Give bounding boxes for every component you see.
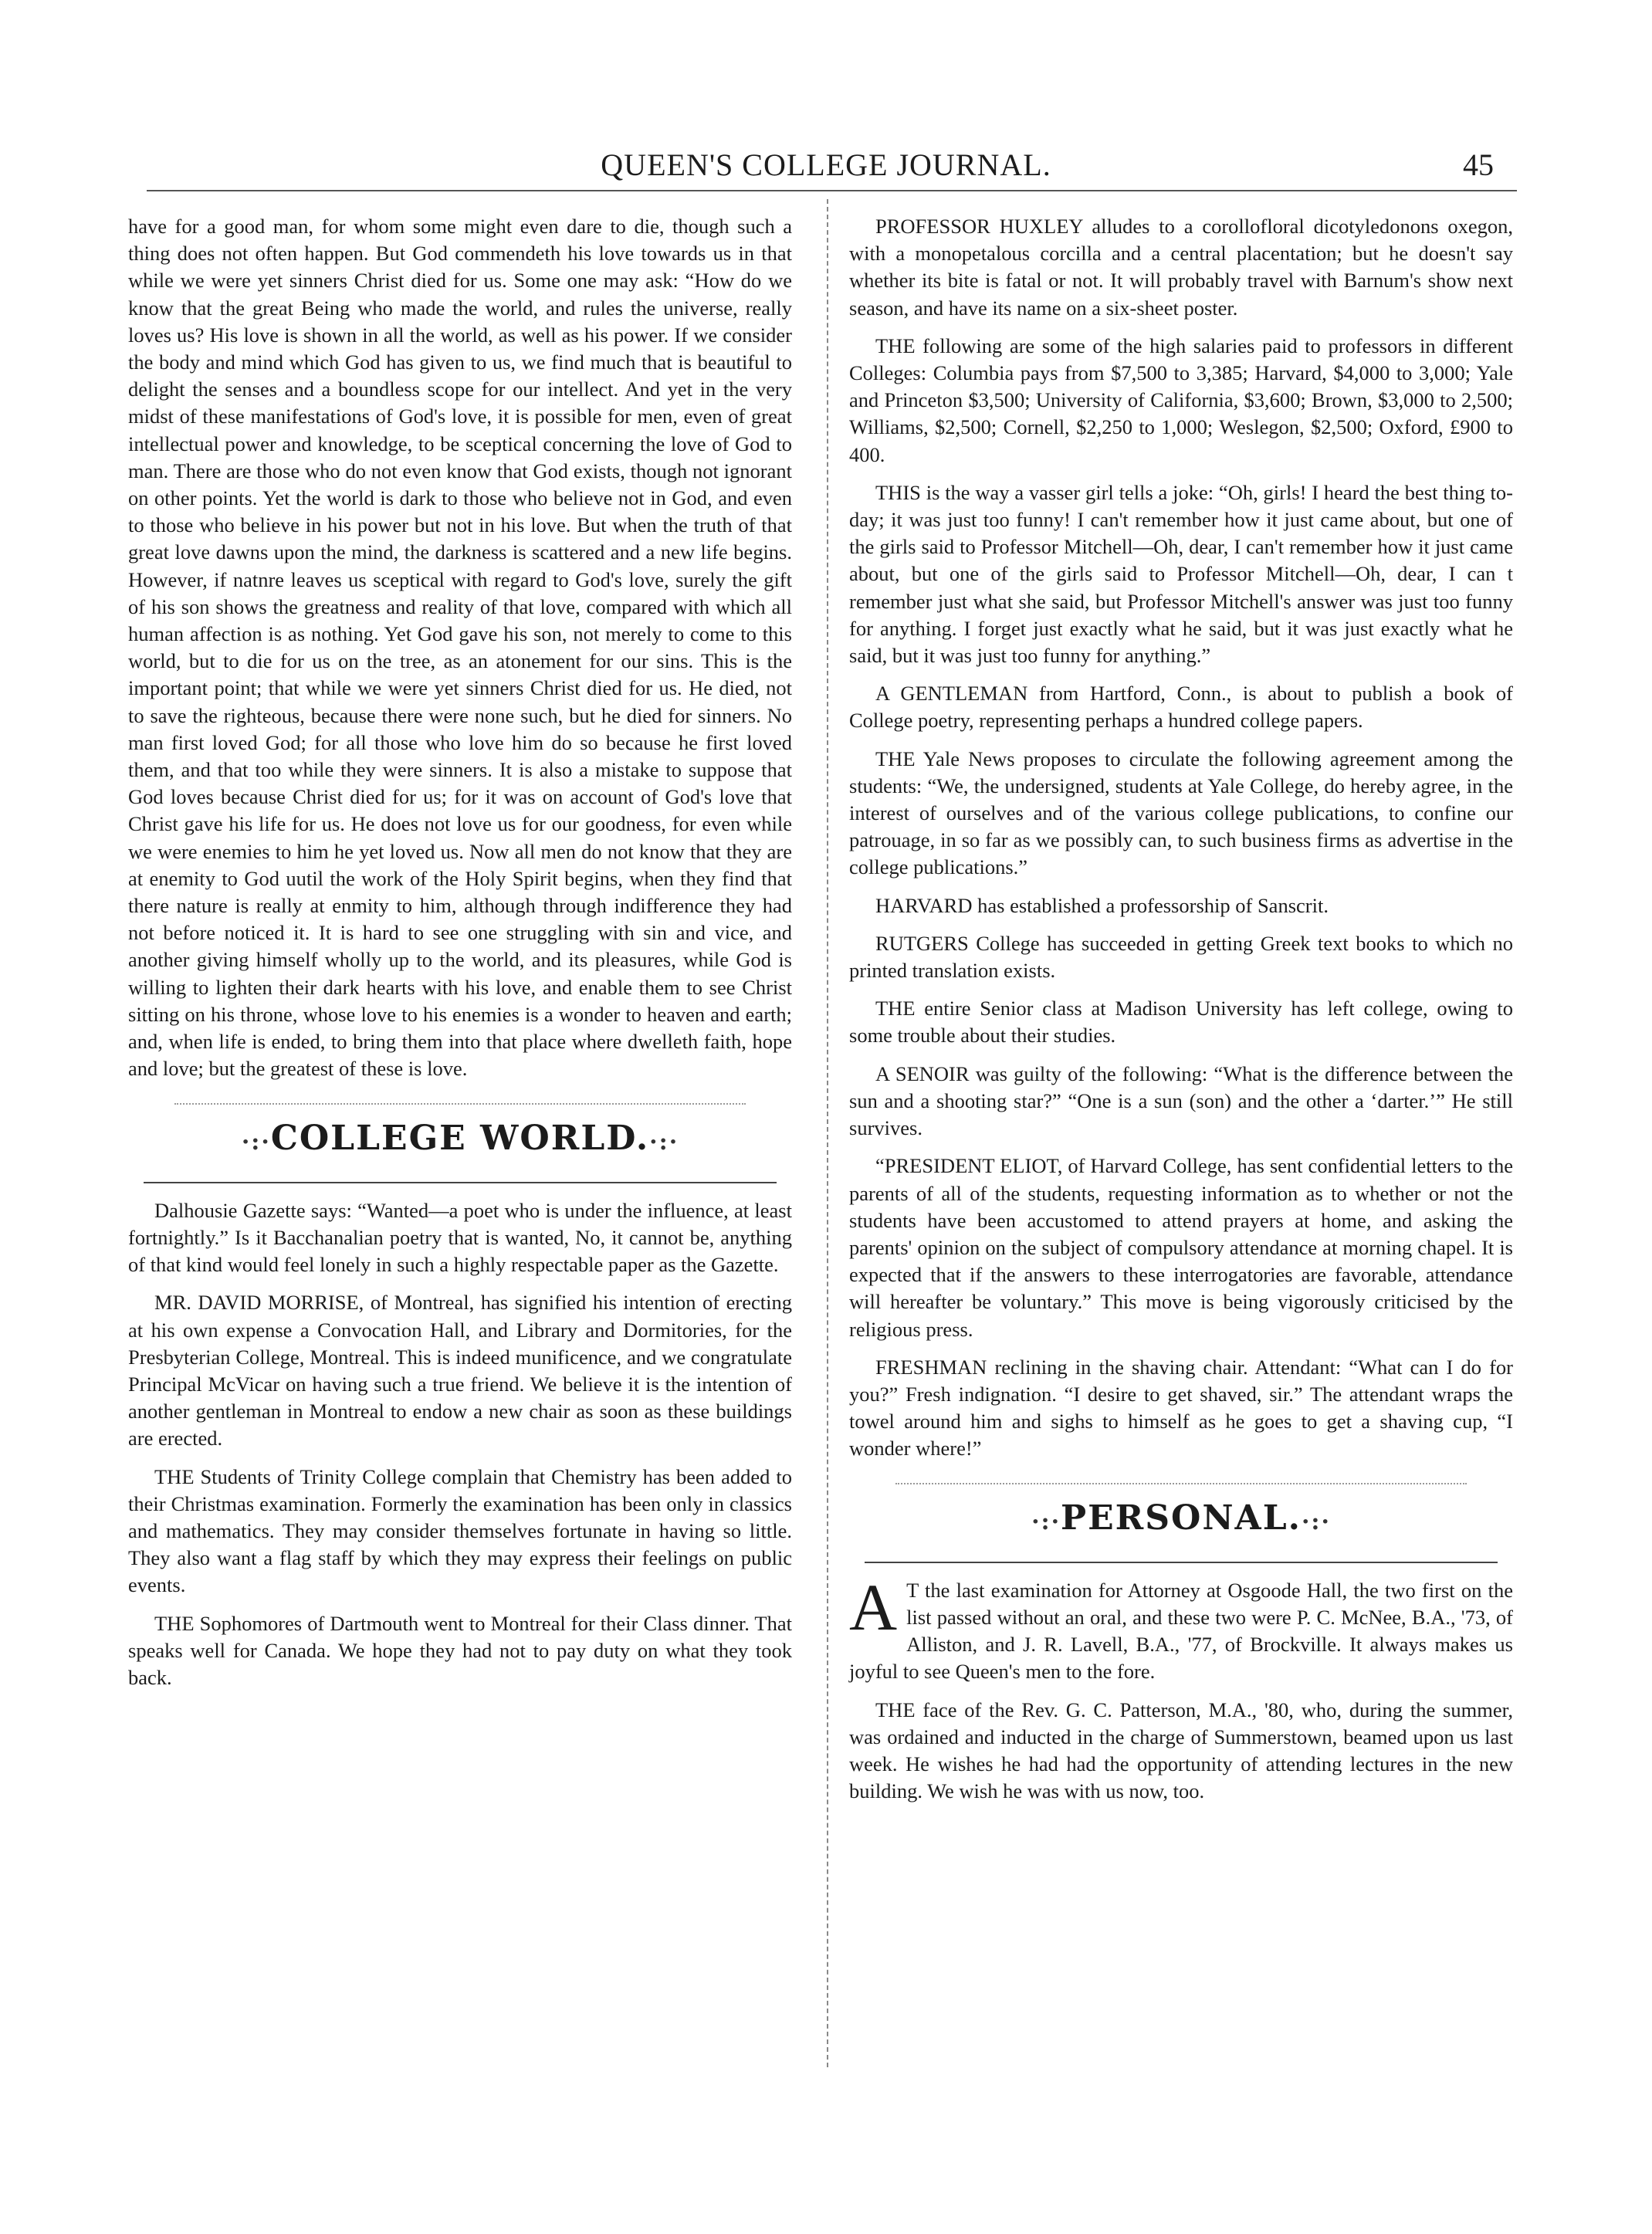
ornament-right-icon: ·:·	[1301, 1508, 1331, 1535]
news-item: Dalhousie Gazette says: “Wanted—a poet who is under the influence, at least fortnightly.” Is it Bacchanalian poetry that is wanted, No, it cannot be, anything of that kind would feel lonely in such a highly respectable paper as the Gazette.	[128, 1198, 792, 1277]
personal-item-text: T the last examination for Attorney at Osgoode Hall, the two first on the list passed without an oral, and these two were P. C. McNee, B.A., '73, of Alliston, and J. R. Lavell, B.A., '77, of Brockville. It always makes us joyful to see Queen's men to the fore.	[849, 1578, 1513, 1684]
news-item: “PRESIDENT ELIOT, of Harvard College, has sent confidential letters to the parents of all of the students, requesting information as to whether or not the students have been accustomed to attend prayers at home, and asking the parents' opinion on the subject of compulsory attendance at morning chapel. It is expected that if the answers to these interrogatories are favorable, attendance will hereafter be voluntary.” This move is being vigorously criticised by the religious press.	[849, 1154, 1513, 1341]
column-divider	[827, 199, 828, 2067]
news-item: THE Sophomores of Dartmouth went to Montreal for their Class dinner. That speaks well for Canada. We hope they had not to pay duty on what they took back.	[128, 1611, 792, 1689]
news-item: RUTGERS College has succeeded in getting Greek text books to which no printed translation exists.	[849, 931, 1513, 983]
personal-item: THE face of the Rev. G. C. Patterson, M.A., '80, who, during the summer, was ordained and inducted in the charge of Summerstown, beamed upon us last week. He wishes he had had the opportunity of attending lectures in the new building. We wish he was with us now, too.	[849, 1698, 1513, 1803]
news-item: MR. DAVID MORRISE, of Montreal, has signified his intention of erecting at his own expense a Convocation Hall, and Library and Dormitories, for the Presbyterian College, Montreal. This is indeed munificence, and we congratulate Principal McVicar on having such a true friend. We believe it is the intention of another gentleman in Montreal to endow a new chair as soon as these buildings are erected.	[128, 1291, 792, 1450]
page-number: 45	[1463, 147, 1494, 182]
section-separator	[895, 1483, 1467, 1484]
news-item: A SENOIR was guilty of the following: “What is the difference between the sun and a shooting star?” “One is a sun (son) and the other a ‘darter.’” He still survives.	[849, 1061, 1513, 1140]
news-item: THE Students of Trinity College complain that Chemistry has been added to their Christmas examination. Formerly the examination has been only in classics and mathematics. They may consider themselves fortunate in having so little. They also want a flag staff by which they may express their feelings on public events.	[128, 1464, 792, 1597]
heading-rule	[865, 1562, 1498, 1563]
news-item: A GENTLEMAN from Hartford, Conn., is about to publish a book of College poetry, representing perhaps a hundred college papers.	[849, 682, 1513, 733]
news-item: THE Yale News proposes to circulate the following agreement among the students: “We, the undersigned, students at Yale College, do hereby agree, in the interest of ourselves and of the various college publications, to confine our patrouage, in so far as we possibly can, to such business firms as advertise in the college publications.”	[849, 746, 1513, 879]
right-column	[849, 213, 1513, 1816]
news-item: FRESHMAN reclining in the shaving chair. Attendant: “What can I do for you?” Fresh indignation. “I desire to get shaved, sir.” The attendant wraps the towel around him and sighs to himself as he goes to get a shaving cup, “I wonder where!”	[849, 1355, 1513, 1461]
personal-item	[849, 1569, 1513, 1686]
news-item: THIS is the way a vasser girl tells a joke: “Oh, girls! I heard the best thing to-day; it was just too funny! I can't remember how it just came about, but one of the girls said to Professor Mitchell—Oh, dear, I can't remember how it just came about, but one of the girls said to Professor Mitchell—Oh, dear, I can t remember just what she said, but Professor Mitchell's answer was just too funny for anything. I forget just exactly what he said, but it was just exactly what he said, but it was just too funny for anything.”	[849, 480, 1513, 668]
drop-cap: A	[849, 1569, 898, 1644]
college-world-title: COLLEGE WORLD.	[270, 1118, 650, 1158]
college-world-heading	[128, 1118, 792, 1158]
news-item: THE following are some of the high salaries paid to professors in different Colleges: Columbia pays from $7,500 to 3,385; Harvard, $4,000 to 3,000; Yale and Princeton $3,500; University of California, $3,600; Brown, $3,000 to 2,500; Williams, $2,500; Cornell, $2,250 to 1,000; Weslegon, $2,500; Oxford, £900 to 400.	[849, 333, 1513, 466]
news-item: HARVARD has established a professorship of Sanscrit.	[875, 893, 1329, 917]
ornament-left-icon: ·:·	[1031, 1508, 1061, 1535]
section-separator	[174, 1103, 746, 1105]
personal-heading	[849, 1498, 1513, 1538]
running-title: QUEEN'S COLLEGE JOURNAL.	[601, 147, 1051, 182]
heading-rule	[144, 1182, 777, 1183]
news-item: PROFESSOR HUXLEY alludes to a corollofloral dicotyledonons oxegon, with a monopetalous corcilla and a central placentation; but he doesn't say whether its bite is fatal or not. It will probably travel with Barnum's show next season, and have its name on a six-sheet poster.	[849, 215, 1513, 320]
personal-title: PERSONAL.	[1061, 1498, 1302, 1538]
ornament-left-icon: ·:·	[241, 1128, 271, 1156]
continued-article-text: have for a good man, for whom some might even dare to die, though such a thing does not often happen. But God commendeth his love towards us in that while we were yet sinners Christ died for us. Some one may ask: “How do we know that the great Being who made the world, and rules the universe, really loves us? His love is shown in all the world, as well as his power. If we consider the body and mind which God has given to us, we find much that is beautiful to delight the senses and a boundless scope for our intellect. And yet in the very midst of these manifestations of God's love, it is possible for men, even of great intellectual power and knowledge, to be sceptical concerning the love of God to man. There are those who do not even know that God exists, though not ignorant on other points. Yet the world is dark to those who believe not in God, and even to those who believe in his power but not in his love. But when the truth of that great love dawns upon the mind, the darkness is scattered and a new life begins. However, if natnre leaves us sceptical with regard to God's love, surely the gift of his son shows the greatness and reality of that love, compared with which all human affection is as nothing. Yet God gave his son, not merely to come to this world, but to die for us on the tree, as an atonement for our sins. This is the important point; that while we were yet sinners Christ died for us. He died, not to save the righteous, because there were none such, but he died for sinners. No man first loved God; for all those who love him do so because he first loved them, and that too while they were sinners. It is also a mistake to suppose that God loves because Christ died for us; for it was on account of God's love that Christ gave his life for us. He does not love us for our goodness, for even while we were enemies to him he yet loved us. Now all men do not know that they are at enemity to God uutil the work of the Holy Spirit begins, when they find that there nature is really at enmity to him, although through indifference they had not before noticed it. It is hard to see one struggling with sin and vice, and another giving himself wholly up to the world, and its pleasures, while God is willing to lighten their dark hearts with his love, and enable them to see Christ sitting on his throne, whose love to his enemies is a wonder to heaven and earth; and, when life is ended, to bring them into that place where dwelleth faith, hope and love; but the greatest of these is love.	[128, 215, 792, 1081]
header-rule	[147, 190, 1517, 191]
news-item: THE entire Senior class at Madison University has left college, owing to some trouble about their studies.	[849, 997, 1513, 1048]
left-column	[128, 213, 792, 1702]
ornament-right-icon: ·:·	[649, 1128, 679, 1156]
